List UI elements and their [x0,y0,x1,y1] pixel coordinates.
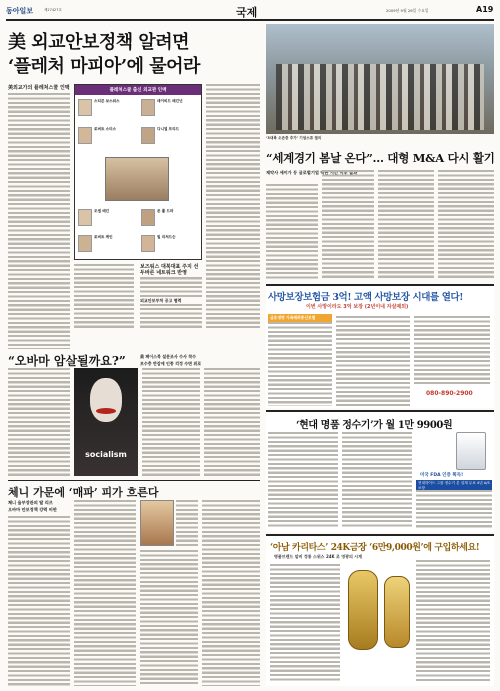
portrait-6 [141,209,155,226]
lead-body [8,93,70,349]
issue-number: 제27427호 [44,8,62,12]
photo-story-body-1 [266,184,318,280]
issue-date: 2009년 9월 26일 수요일 [386,8,429,13]
poster-word: socialism [85,450,127,459]
photo-story-kicker: 제약사 세이가 등 글로벌기업 막판 시간 이후 결과 [266,170,358,175]
center-body [206,84,260,328]
cheney-body-4 [202,500,260,686]
person-2: 데이비드 매킨넌 [157,99,183,103]
center-portrait [105,157,169,201]
ad-watch [266,534,494,686]
person-4: 다니얼 프리드 [157,127,180,131]
obama-body-1 [8,368,70,476]
cheney-body-1 [8,516,70,686]
cheney-sub: 오바마 안보정책 강력 비판 [8,507,57,512]
portrait-3 [78,127,92,144]
ad2-label: 미국 FDA 인증 획득! [420,473,464,478]
lead-headline-1: 美 외교안보정책 알려면 [8,32,190,53]
street-photo [266,24,494,134]
photo-story-body-4 [438,170,494,280]
ad2-body-1 [268,432,338,528]
watch-product-2 [384,576,410,648]
portrait-8 [141,235,155,252]
ad3-body-1 [270,564,340,682]
lead-headline-2: ‘플레처 마피아’에 물어라 [8,56,200,77]
cheney-kicker: 체니 율부장관의 딸 리즈 [8,500,53,505]
purifier-product [456,432,486,470]
paper-name: 동아일보 [6,7,34,15]
portrait-2 [141,99,155,116]
person-8: 빌 리처드슨 [157,235,176,239]
photo-story-body-2 [322,170,374,280]
cheney-photo-caption [176,500,198,546]
cheney-body-2 [74,500,136,686]
page-number: A19 [476,5,494,14]
ad1-body-2 [336,316,410,406]
ad3-body-2 [416,560,490,682]
cheney-body-3 [140,550,198,686]
section-title: 국제 [236,6,258,19]
ad1-sub: 이번 사망이라도 3억 보장 (2년이내 자살제외) [306,304,409,310]
portrait-4 [141,127,155,144]
obama-kicker: 美 페이스북 설문조사 수사 착수 [140,354,196,359]
person-3: 로버트 스미스 [94,127,117,131]
obama-body-2 [142,368,200,476]
cheney-photo [140,500,174,546]
ad3-headline: ‘아남 카리타스’ 24K금장 ‘6만9,000원’에 구입하세요! [270,543,480,553]
ad1-phone: 080-890-2900 [426,390,473,397]
photo-caption [266,136,494,146]
ad-insurance [266,284,494,408]
obama-sub: 보수층 반감에 인종 걱정 수면 위로 [140,361,202,366]
portrait-5 [78,209,92,226]
person-6: 존 폴 드라 [157,209,174,213]
masthead [6,4,494,18]
middle-body-a [74,264,134,328]
obama-body-3 [204,368,260,476]
portrait-1 [78,99,92,116]
ad-water-purifier [266,410,494,532]
ad1-body-3 [414,316,490,386]
lead-kicker: 美외교가의 플레처스쿨 인맥 [8,85,70,91]
ad3-sub: 명품브랜드 알비 정통 스위스 24K 로 영광의 시계 [274,554,362,559]
poster-mouth [96,408,116,414]
ad2-body-3 [416,490,492,528]
person-7: 로버트 케인 [94,235,113,239]
middle-sub: 외교안보부처 공고 협력 [140,298,202,304]
bottom-rule [8,480,260,481]
ad1-label: 금호생명 가족배려종신보험 [268,314,332,322]
person-5: 조셉 매킨 [94,209,110,213]
ad1-headline: 사망보장보험금 3억! 고액 사망보장 시대를 열다! [268,292,464,303]
photo-story-body-3 [378,170,434,280]
portrait-7 [78,235,92,252]
network-chart [74,84,202,260]
middle-kicker: 보즈워스 대북대표 주지 선두바른 네트워크 반영 [140,264,202,276]
joker-poster [74,368,138,476]
masthead-rule [6,19,494,21]
ad2-body-2 [342,432,412,528]
ad1-body-1 [268,322,332,406]
watch-product-1 [348,570,378,650]
obama-headline: “오바마 암살될까요?” [8,354,126,368]
chart-title: 플레처스쿨 출신 외교관 인맥 [75,85,201,95]
ad2-headline: ‘현대 명품 정수기’가 월 1만 9900원 [296,420,453,431]
cheney-headline: 체니 가문에 ‘매파’ 피가 흐른다 [8,486,159,499]
ad2-sub: 현대하이드 그룹 정수기 본 설계 무료 4년 A/S 보장 [416,480,492,492]
poster-face [90,378,122,422]
person-1: 스티븐 보스워스 [94,99,120,103]
photo-story-headline: “세계경기 봄날 온다”… 대형 M&A 다시 활기 [266,151,495,165]
photo-caption-title: ‘3대륙 오존층 추가’ 기념스튜 결의 [266,136,322,140]
crowd-figures [276,64,484,130]
